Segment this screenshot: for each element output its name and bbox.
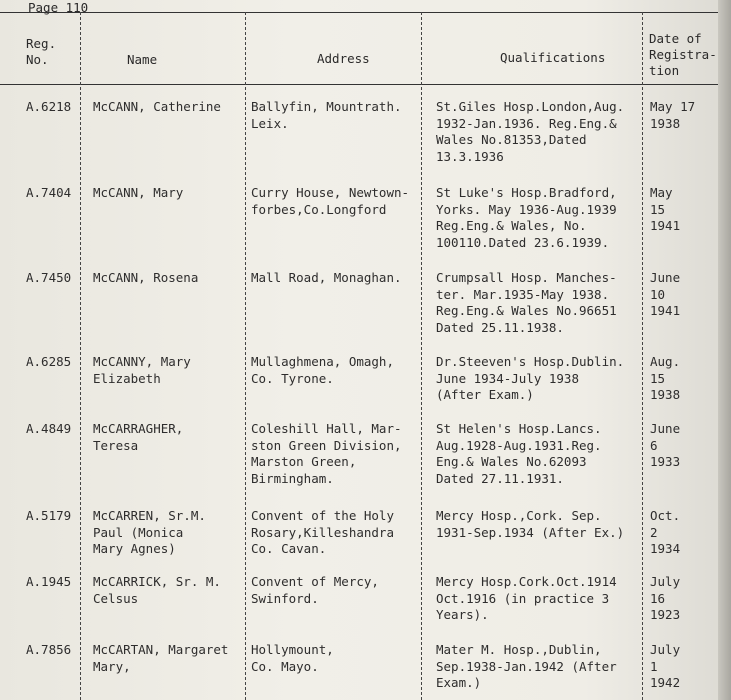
top-rule	[0, 12, 718, 13]
cell-qualifications: Mater M. Hosp.,Dublin, Sep.1938-Jan.1942 (After Exam.)	[436, 642, 617, 690]
header-address: Address	[317, 51, 370, 66]
cell-qualifications: Dr.Steeven's Hosp.Dublin. June 1934-July 1938 (After Exam.)	[436, 354, 625, 402]
header-reg-no: Reg. No.	[26, 36, 57, 67]
cell-address: Mall Road, Monaghan.	[251, 270, 402, 285]
header-date: Date of Registra- tion	[649, 31, 717, 78]
cell-address: Hollymount, Co. Mayo.	[251, 642, 334, 674]
cell-date: May 15 1941	[650, 185, 681, 233]
cell-reg: A.1945	[26, 574, 72, 589]
cell-qualifications: St.Giles Hosp.London,Aug. 1932-Jan.1936. Reg.Eng.& Wales No.81353,Dated 13.3.1936	[436, 99, 625, 164]
cell-address: Convent of Mercy, Swinford.	[251, 574, 379, 606]
cell-qualifications: Mercy Hosp.,Cork. Sep. 1931-Sep.1934 (After Ex.)	[436, 508, 625, 540]
divider-reg	[80, 12, 81, 700]
cell-name: McCARRICK, Sr. M. Celsus	[93, 574, 221, 606]
cell-address: Mullaghmena, Omagh, Co. Tyrone.	[251, 354, 394, 386]
cell-reg: A.4849	[26, 421, 72, 436]
page-number: Page 110	[28, 0, 89, 15]
cell-address: Ballyfin, Mountrath. Leix.	[251, 99, 402, 131]
cell-reg: A.7856	[26, 642, 72, 657]
cell-name: McCARREN, Sr.M. Paul (Monica Mary Agnes)	[93, 508, 206, 556]
divider-qual	[642, 12, 643, 700]
cell-reg: A.5179	[26, 508, 72, 523]
cell-qualifications: St Luke's Hosp.Bradford, Yorks. May 1936-Aug.1939 Reg.Eng.& Wales, No. 100110.Dated 23.6.1939.	[436, 185, 617, 250]
cell-address: Curry House, Newtown- forbes,Co.Longford	[251, 185, 410, 217]
cell-date: Oct. 2 1934	[650, 508, 681, 556]
divider-address	[421, 12, 422, 700]
cell-qualifications: Mercy Hosp.Cork.Oct.1914 Oct.1916 (in practice 3 Years).	[436, 574, 617, 622]
cell-reg: A.6285	[26, 354, 72, 369]
cell-date: June 6 1933	[650, 421, 681, 469]
cell-name: McCANNY, Mary Elizabeth	[93, 354, 191, 386]
divider-name	[245, 12, 246, 700]
cell-date: May 17 1938	[650, 99, 696, 131]
header-name: Name	[127, 52, 158, 67]
cell-date: July 16 1923	[650, 574, 681, 622]
header-qualifications: Qualifications	[500, 50, 606, 65]
cell-qualifications: St Helen's Hosp.Lancs. Aug.1928-Aug.1931.Reg. Eng.& Wales No.62093 Dated 27.11.1931.	[436, 421, 602, 486]
cell-name: McCANN, Mary	[93, 185, 184, 200]
cell-name: McCARRAGHER, Teresa	[93, 421, 184, 453]
cell-reg: A.6218	[26, 99, 72, 114]
cell-name: McCARTAN, Margaret Mary,	[93, 642, 229, 674]
cell-reg: A.7404	[26, 185, 72, 200]
cell-address: Convent of the Holy Rosary,Killeshandra Co. Cavan.	[251, 508, 394, 556]
cell-qualifications: Crumpsall Hosp. Manches- ter. Mar.1935-May 1938. Reg.Eng.& Wales No.96651 Dated 25.11.1938.	[436, 270, 617, 335]
cell-name: McCANN, Catherine	[93, 99, 221, 114]
cell-reg: A.7450	[26, 270, 72, 285]
cell-date: Aug. 15 1938	[650, 354, 681, 402]
cell-address: Coleshill Hall, Mar- ston Green Division, Marston Green, Birmingham.	[251, 421, 402, 486]
page-edge	[718, 0, 731, 700]
cell-date: July 1 1942	[650, 642, 681, 690]
header-rule	[0, 84, 718, 85]
cell-name: McCANN, Rosena	[93, 270, 199, 285]
cell-date: June 10 1941	[650, 270, 681, 318]
